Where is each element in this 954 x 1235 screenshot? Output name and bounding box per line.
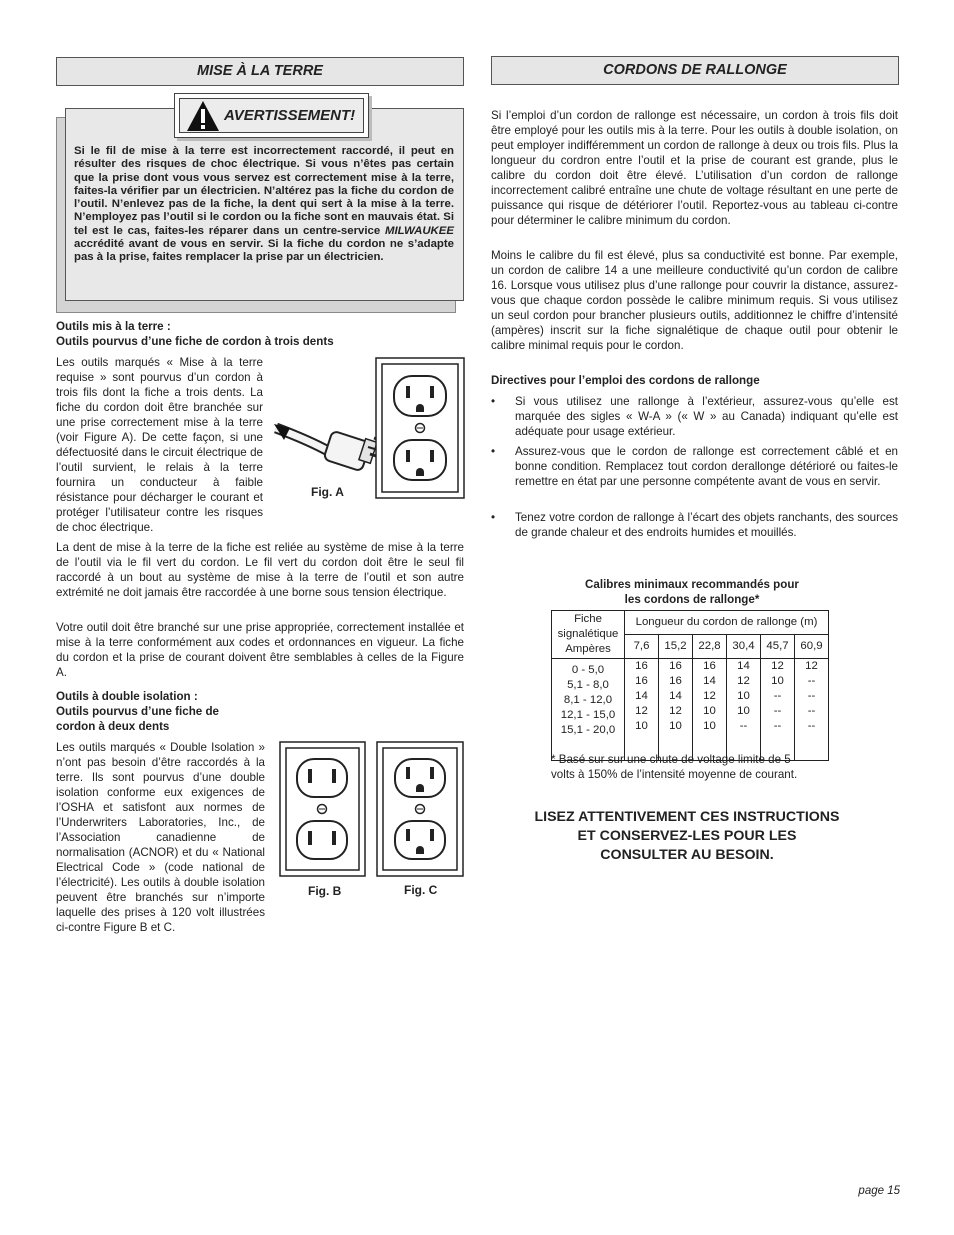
table-gauge-column: 16 16 14 12 10 (625, 659, 659, 761)
table-length-cell: 45,7 (761, 635, 795, 659)
table-header-length: Longueur du cordon de rallonge (m) (625, 611, 829, 635)
table-gauge-column: 16 14 12 10 10 (693, 659, 727, 761)
bullet-item: Assurez-vous que le cordon de rallonge est correctement câblé et en bonne condition. Remplacez tout cordon derallonge détérioré ou faites-le remettre en état par une personne compétente avant de vous en servir. (515, 445, 898, 488)
page-number: page 15 (858, 1185, 900, 1197)
subheading-grounded-tools: Outils mis à la terre : Outils pourvus d’une fiche de cordon à trois dents (56, 320, 334, 348)
fig-b-label: Fig. B (308, 884, 342, 898)
directives-title: Directives pour l’emploi des cordons de rallonge (491, 374, 760, 387)
warning-title: AVERTISSEMENT! (224, 107, 356, 124)
paragraph-gauge: Moins le calibre du fil est élevé, plus sa conductivité est bonne. Par exemple, un cordon de calibre 14 a une meilleure conductivité qu’un cordon de calibre 16. Lorsque vous utilisez plus d’une rallonge pour couvrir la distance, assurez-vous que chaque cordon possède le calibre minimum requis. Si vous utilisez un seul cordon pour brancher plusieurs outils, additionnez le chiffre d’intensité (ampères) inscrit sur la fiche signalétique de chaque outil pour obtenir le calibre minimal requis pour le cordon. (491, 249, 898, 352)
fig-c-three-prong-outlet (376, 741, 464, 877)
table-length-cell: 60,9 (795, 635, 829, 659)
section-header-extension-cords: CORDONS DE RALLONGE (491, 56, 899, 85)
subheading-double-insulation: Outils à double isolation : Outils pourvus d’une fiche de cordon à deux dents (56, 690, 219, 733)
bullet-marker: • (491, 511, 496, 524)
fig-a-label: Fig. A (311, 485, 344, 499)
paragraph-proper-outlet: Votre outil doit être branché sur une prise appropriée, correctement installée et mise à la terre conformément aux codes et ordonnances en vigueur. La fiche du cordon et la prise de courant doivent être semblables à celles de la Figure A. (56, 621, 464, 679)
warning-triangle-icon (186, 100, 220, 132)
paragraph-extension-intro: Si l’emploi d’un cordon de rallonge est nécessaire, un cordon à trois fils doit être employé pour les outils mis à la terre. Pour les outils à double isolation, on peut employer indifféremment un cordon de rallonge à deux ou trois fils. Plus la longueur du cordron entre l’outil et la prise de courant est grande, plus le calibre du cordon doit être élevé. L’utilisation d’un cordon de rallonge incorrectement calibré entraîne une chute de voltage résultant en une perte de puissance qui risque de détériorer l’outil. Reportez-vous au tableau ci-contre pour déterminer le calibre minimum du cordon. (491, 109, 898, 227)
table-gauge-column: 12 -- -- -- -- (795, 659, 829, 761)
table-gauge-column: 14 12 10 10 -- (727, 659, 761, 761)
table-length-cell: 22,8 (693, 635, 727, 659)
warning-text: Si le fil de mise à la terre est incorrectement raccordé, il peut en résulter des risques de choc électrique. Si vous n’êtes pas certain que la prise dont vous vous servez est correctement mise à la terre, faites-la vérifier par un électricien. N’altérez pas la fiche du cordon de l’outil. N’enlevez pas de la fiche, la dent qui sert à la mise à la terre. N’employez pas l’outil si le cordon ou la fiche sont en mauvais état. Si tel est le cas, faites-les réparer dans un centre-service MILWAUKEE accrédité avant de vous en servir. Si la fiche du cordon ne s’adapte pas à la prise, faites remplacer la prise par un électricien. (74, 145, 454, 264)
table-footnote: * Basé sur sur une chute de voltage limite de 5 volts à 150% de l’intensité moyenne de courant. (551, 753, 798, 781)
table-gauge-column: 16 16 14 12 10 (659, 659, 693, 761)
bullet-item: Si vous utilisez une rallonge à l’extérieur, assurez-vous qu’elle est marquée des sigles « W-A » (« W » au Canada) indiquant qu’elle est adéquate pour usage extérieur. (515, 395, 898, 438)
fig-c-label: Fig. C (404, 883, 438, 897)
cord-gauge-table (551, 610, 829, 761)
paragraph-double-insulation: Les outils marqués « Double Isolation » n’ont pas besoin d’être raccordés à la terre. Ils sont pourvus d’une double isolation conforme eux exigences de l’OSHA et satisfont aux normes de l’Underwriters Laboratories, Inc., de l’Association canadienne de normalisation (ACNOR) et du « National Electrical Code » (code national de l’électricité). Les outils à double isolation peuvent être branchés sur n’importe laquelle des prises à 120 volt illustrées ci-contre Figure B et C. (56, 741, 265, 934)
table-amperes-column: 0 - 5,0 5,1 - 8,0 8,1 - 12,0 12,1 - 15,0 15,1 - 20,0 (552, 659, 625, 761)
fig-a-grounded-outlet (272, 356, 466, 500)
warning-tab (174, 93, 369, 138)
bullet-marker: • (491, 445, 496, 458)
table-title: Calibres minimaux recommandés pour les cordons de rallonge* (585, 578, 799, 606)
bullet-marker: • (491, 395, 496, 408)
table-length-cell: 7,6 (625, 635, 659, 659)
section-header-grounding: MISE À LA TERRE (56, 57, 464, 86)
fig-b-two-prong-outlet (279, 741, 366, 877)
table-length-cell: 15,2 (659, 635, 693, 659)
paragraph-ground-prong: La dent de mise à la terre de la fiche est reliée au système de mise à la terre de l’outil via le fil vert du cordon. Le fil vert du cordon doit être le seul fil raccordé à un bout au système de mise à la terre de l’outil et son autre extrémité ne doit jamais être raccordée à une borne sous tension électrique. (56, 541, 464, 599)
closing-instructions: LISEZ ATTENTIVEMENT CES INSTRUCTIONS ET CONSERVEZ-LES POUR LES CONSULTER AU BESOIN. (534, 809, 840, 863)
table-gauge-column: 12 10 -- -- -- (761, 659, 795, 761)
brand-name: MILWAUKEE (385, 224, 454, 237)
bullet-item: Tenez votre cordon de rallonge à l’écart des objets ranchants, des sources de grande chaleur et des endroits humides et mouillés. (515, 511, 898, 539)
table-header-amperes: Fiche signalétique Ampères (552, 611, 625, 659)
table-length-cell: 30,4 (727, 635, 761, 659)
paragraph-grounded-tools: Les outils marqués « Mise à la terre requise » sont pourvus d’un cordon à trois fils dont la fiche a trois dents. La fiche du cordon doit être branchée sur une prise correctement mise à la terre (voir Figure A). De cette façon, si une défectuosité dans le circuit électrique de l’outil survient, le relais à la terre fournira un conducteur à faible résistance pour décharger le courant et protéger l’utilisateur contre les risques de choc électrique. (56, 356, 263, 534)
